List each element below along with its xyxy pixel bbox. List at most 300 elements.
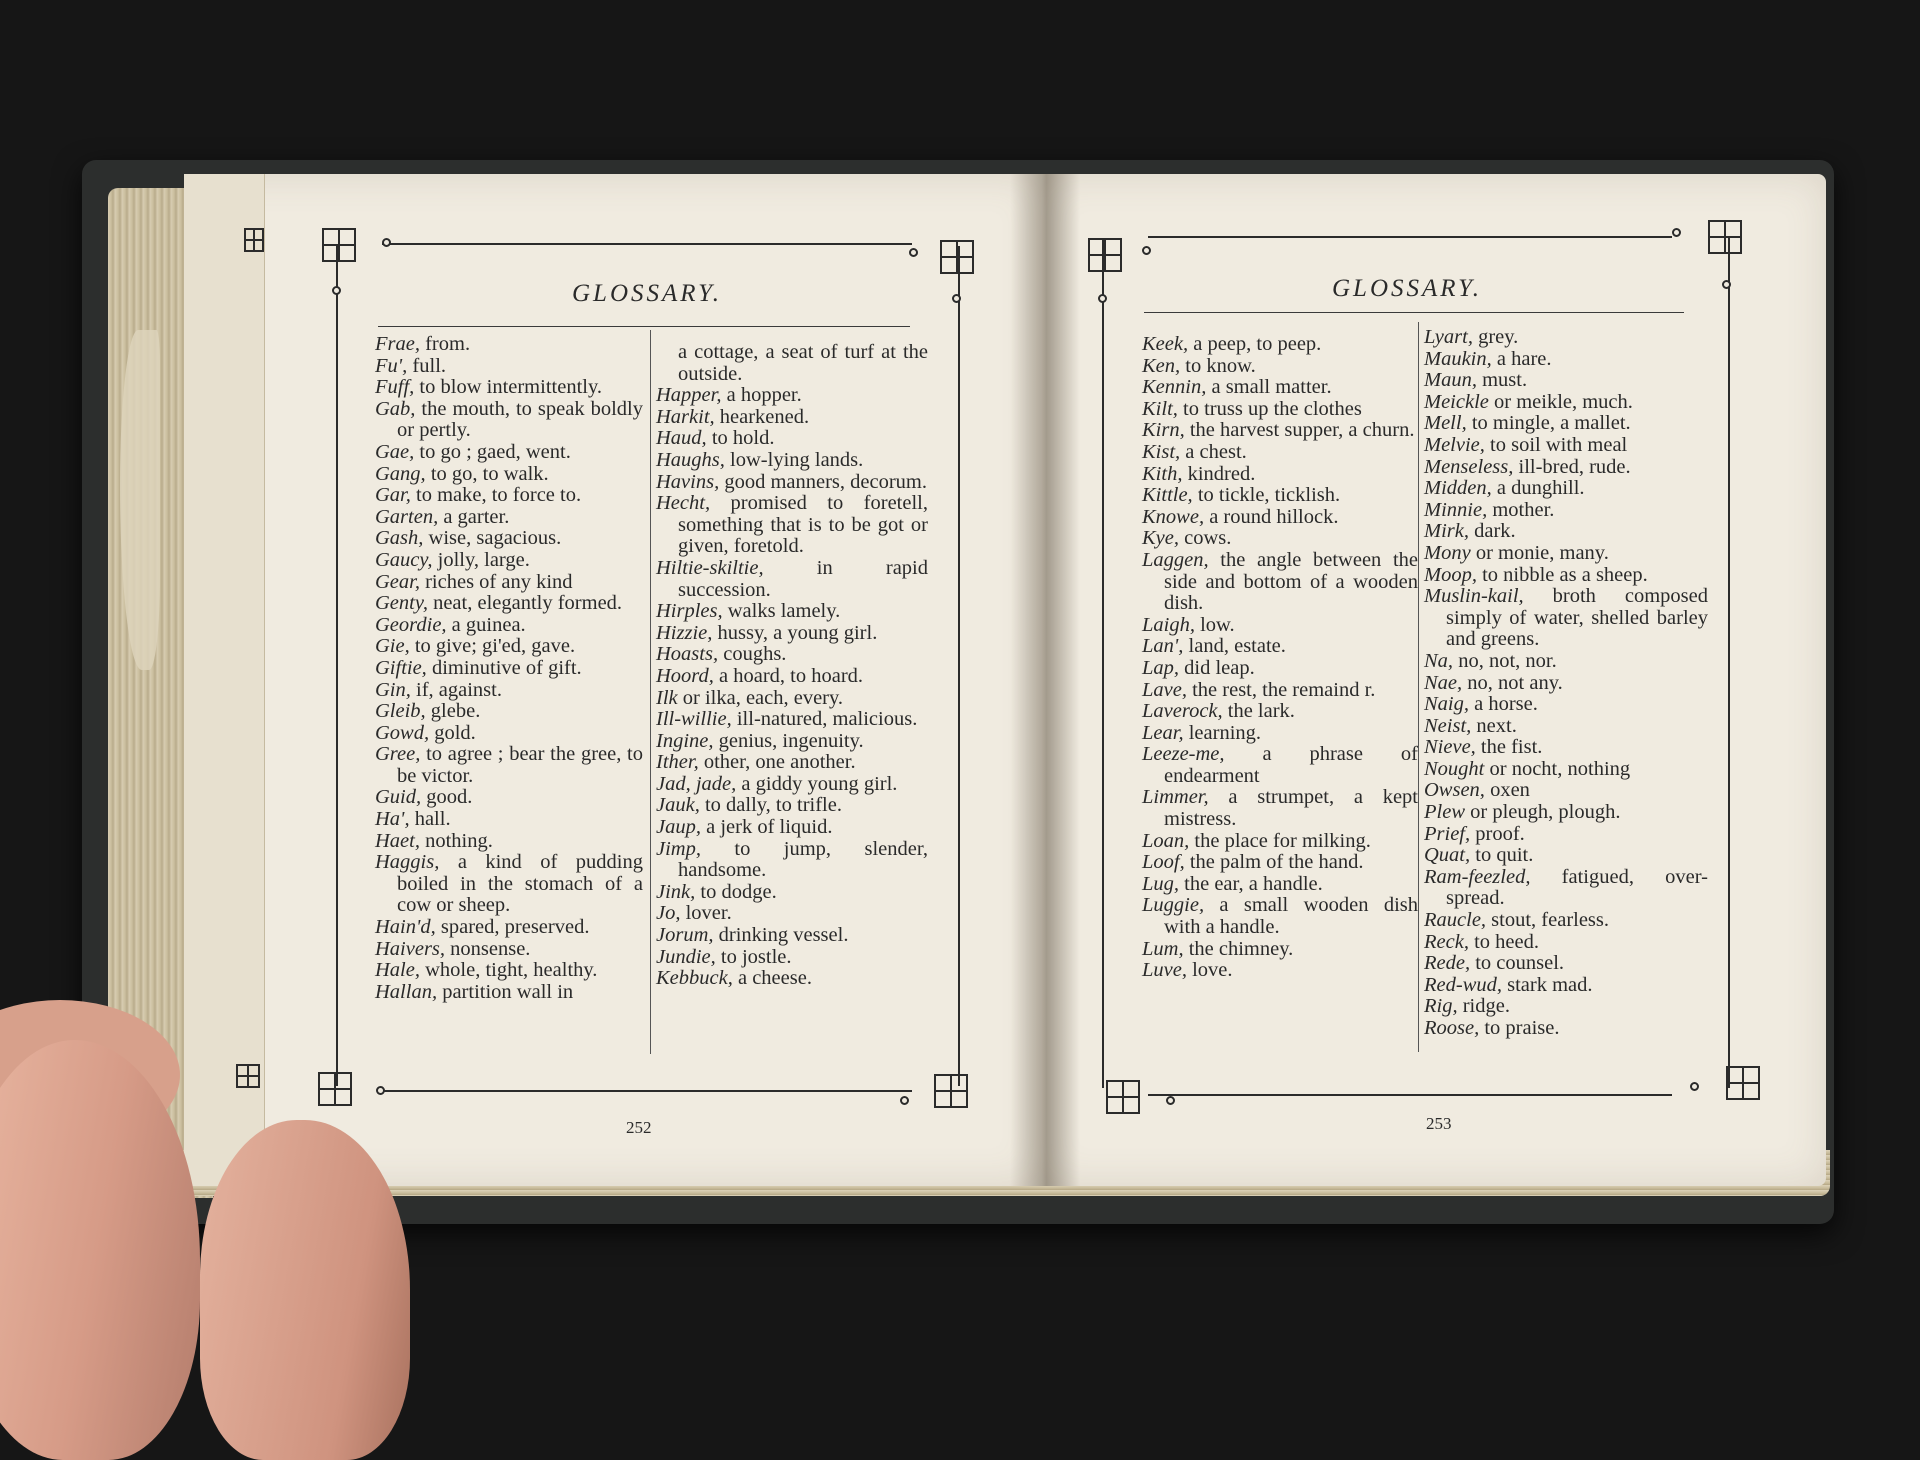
headword: Ither, xyxy=(656,751,699,774)
headword: Na, xyxy=(1424,649,1454,672)
list-item xyxy=(375,485,643,507)
headword: Raucle, xyxy=(1424,909,1487,932)
headword: Havins, xyxy=(656,470,720,493)
ornament-dot-icon xyxy=(332,286,341,295)
headword: Kye, xyxy=(1142,527,1179,550)
headword: Haughs, xyxy=(656,448,725,471)
glossary-column xyxy=(1142,334,1418,982)
definition: or meikle, much. xyxy=(1488,390,1633,413)
definition: from. xyxy=(419,333,471,355)
ornament-dot-icon xyxy=(1672,228,1681,237)
headword: Ha', xyxy=(375,808,410,831)
definition: good manners, decorum. xyxy=(719,470,927,493)
headword: Ken, xyxy=(1142,354,1181,377)
definition: ridge. xyxy=(1457,995,1510,1018)
definition: the harvest supper, a churn. xyxy=(1184,419,1415,442)
ornament-dot-icon xyxy=(382,238,391,247)
headword: Gree, xyxy=(375,743,421,766)
headword: Gaucy, xyxy=(375,548,433,571)
headword: Luve, xyxy=(1142,959,1187,982)
list-item xyxy=(1142,874,1418,896)
headword: Kennin, xyxy=(1142,376,1207,399)
headword: Frae, xyxy=(375,333,420,355)
list-item xyxy=(1424,845,1708,867)
headword: Laggen, xyxy=(1142,548,1209,571)
definition: a guinea. xyxy=(446,613,526,636)
definition: fatigued, over-spread. xyxy=(1446,865,1708,910)
list-item xyxy=(1424,392,1708,414)
list-item xyxy=(375,615,643,637)
headword: Haivers, xyxy=(375,937,446,960)
headword: Nought xyxy=(1424,757,1485,780)
list-item xyxy=(1424,802,1708,824)
definition: a hoard, to hoard. xyxy=(713,664,864,687)
definition: the fist. xyxy=(1475,736,1543,759)
list-item xyxy=(1424,457,1708,479)
list-item xyxy=(1142,550,1418,615)
headword: Jink, xyxy=(656,880,696,903)
definition: to soil with meal xyxy=(1484,433,1628,456)
headword: Fuff, xyxy=(375,376,415,399)
list-item xyxy=(375,831,643,853)
definition: or nocht, nothing xyxy=(1484,757,1631,780)
definition: to heed. xyxy=(1468,930,1539,953)
definition: promised to foretell, something that is to be got or given, foretold. xyxy=(678,492,928,558)
headword: Haet, xyxy=(375,829,420,852)
definition: grey. xyxy=(1472,326,1519,348)
headword: Hoasts, xyxy=(656,643,719,666)
list-item xyxy=(656,493,928,558)
headword: Jad, jade, xyxy=(656,772,737,795)
definition: coughs. xyxy=(718,643,787,666)
list-item xyxy=(656,839,928,882)
list-item xyxy=(1142,658,1418,680)
headword: Kith, xyxy=(1142,462,1183,485)
headword: Jaup, xyxy=(656,816,701,839)
definition: hall. xyxy=(409,808,451,831)
headword: Happer, xyxy=(656,384,722,407)
list-item xyxy=(656,558,928,601)
list-item xyxy=(1142,831,1418,853)
list-item xyxy=(375,636,643,658)
list-item xyxy=(656,968,928,990)
definition: did leap. xyxy=(1179,656,1255,679)
headword: Prief, xyxy=(1424,822,1471,845)
definition: a hopper. xyxy=(721,384,802,407)
headword: Jundie, xyxy=(656,945,716,968)
headword: Gear, xyxy=(375,570,420,593)
thumb xyxy=(200,1120,410,1460)
definition: cows. xyxy=(1179,527,1232,550)
definition: to dally, to trifle. xyxy=(699,794,842,817)
definition: a horse. xyxy=(1469,693,1538,716)
list-item xyxy=(375,399,643,442)
list-item xyxy=(1142,744,1418,787)
headword: Fu', xyxy=(375,354,408,377)
definition: nonsense. xyxy=(445,937,531,960)
headword: Jo, xyxy=(656,902,681,925)
list-item xyxy=(375,572,643,594)
list-item xyxy=(1142,528,1418,550)
headword: Haggis, xyxy=(375,851,440,874)
list-item xyxy=(375,939,643,961)
list-item xyxy=(1424,910,1708,932)
list-item xyxy=(1142,485,1418,507)
definition: the rest, the remaind r. xyxy=(1186,678,1376,701)
definition: neat, elegantly formed. xyxy=(427,592,623,615)
list-item xyxy=(375,701,643,723)
headword: Nieve, xyxy=(1424,736,1476,759)
list-item xyxy=(375,787,643,809)
headword: Keek, xyxy=(1142,333,1189,355)
definition: kindred. xyxy=(1182,462,1256,485)
definition: to jump, slender, handsome. xyxy=(678,837,928,882)
list-item xyxy=(375,960,643,982)
headword: Maukin, xyxy=(1424,347,1492,370)
ornament-dot-icon xyxy=(1142,246,1151,255)
list-item xyxy=(1424,413,1708,435)
list-item xyxy=(1424,327,1708,349)
list-item xyxy=(656,731,928,753)
headword: Mirk, xyxy=(1424,520,1469,543)
headword: Ilk xyxy=(656,686,678,709)
headword: Guid, xyxy=(375,786,422,809)
list-item xyxy=(656,472,928,494)
list-item xyxy=(1424,996,1708,1018)
list-item xyxy=(1142,507,1418,529)
list-item xyxy=(1424,780,1708,802)
list-item xyxy=(1424,759,1708,781)
list-item xyxy=(656,774,928,796)
list-item xyxy=(1424,716,1708,738)
headword: Lug, xyxy=(1142,872,1180,895)
definition: a garter. xyxy=(438,505,510,528)
list-item xyxy=(1142,420,1418,442)
list-item xyxy=(656,752,928,774)
list-item xyxy=(1424,673,1708,695)
corner-ornament-icon xyxy=(318,1072,352,1106)
definition: to truss up the clothes xyxy=(1177,397,1362,420)
definition: land, estate. xyxy=(1183,635,1286,658)
definition: gold. xyxy=(429,721,476,744)
definition: the chimney. xyxy=(1183,937,1294,960)
headword: Minnie, xyxy=(1424,498,1488,521)
headword: Plew xyxy=(1424,801,1465,824)
definition: learning. xyxy=(1183,721,1262,744)
definition: or monie, many. xyxy=(1470,541,1609,564)
headword: Neist, xyxy=(1424,714,1472,737)
definition: stark mad. xyxy=(1502,973,1593,996)
corner-ornament-icon xyxy=(1088,238,1122,272)
definition: a cheese. xyxy=(732,967,812,990)
definition: a round hillock. xyxy=(1204,505,1339,528)
headword: Laverock, xyxy=(1142,700,1223,723)
definition: stout, fearless. xyxy=(1486,909,1610,932)
page-number: 252 xyxy=(626,1118,652,1137)
definition: walks lamely. xyxy=(722,600,841,623)
definition: the palm of the hand. xyxy=(1184,851,1364,874)
headword: Kebbuck, xyxy=(656,967,733,990)
headword: Garten, xyxy=(375,505,439,528)
column-separator xyxy=(1418,322,1419,1052)
list-item xyxy=(1424,565,1708,587)
list-item xyxy=(656,817,928,839)
list-item xyxy=(656,709,928,731)
list-item xyxy=(656,795,928,817)
corner-ornament-icon xyxy=(940,240,974,274)
definition: to hold. xyxy=(706,427,775,450)
headword: Roose, xyxy=(1424,1017,1480,1039)
list-item xyxy=(1142,615,1418,637)
headword: Ingine, xyxy=(656,729,714,752)
ornament-dot-icon xyxy=(909,248,918,257)
headword: Kirn, xyxy=(1142,419,1185,442)
list-item xyxy=(1424,975,1708,997)
list-item xyxy=(1424,478,1708,500)
headword: Lave, xyxy=(1142,678,1187,701)
definition: if, against. xyxy=(410,678,502,701)
ornament-dot-icon xyxy=(1722,280,1731,289)
definition: glebe. xyxy=(425,700,481,723)
list-item: a cottage, a seat of turf at the outside. xyxy=(678,341,928,385)
headword: Gleib, xyxy=(375,700,426,723)
headword: Maun, xyxy=(1424,369,1477,392)
headword: Hizzie, xyxy=(656,621,713,644)
list-item xyxy=(1424,932,1708,954)
left-top-rule xyxy=(382,243,912,245)
glossary-column xyxy=(375,334,643,1003)
definition: a jerk of liquid. xyxy=(700,816,833,839)
list-item xyxy=(1142,960,1418,982)
headword: Meickle xyxy=(1424,390,1489,413)
list-item xyxy=(375,507,643,529)
list-item xyxy=(656,407,928,429)
list-item xyxy=(656,925,928,947)
list-item xyxy=(1142,442,1418,464)
definition: a hare. xyxy=(1491,347,1552,370)
headword: Limmer, xyxy=(1142,786,1209,809)
ornament-dot-icon xyxy=(952,294,961,303)
list-item xyxy=(1142,723,1418,745)
list-item xyxy=(375,658,643,680)
title-underline xyxy=(1144,312,1684,313)
corner-ornament-icon xyxy=(1708,220,1742,254)
headword: Gie, xyxy=(375,635,410,658)
list-item xyxy=(375,464,643,486)
book-gutter xyxy=(1010,174,1080,1186)
definition: lover. xyxy=(680,902,732,925)
definition: genius, ingenuity. xyxy=(713,729,864,752)
headword: Gang, xyxy=(375,462,426,485)
page-title: GLOSSARY. xyxy=(572,280,722,307)
headword: Jimp, xyxy=(656,837,701,860)
list-item xyxy=(375,356,643,378)
list-item xyxy=(1142,399,1418,421)
turned-page-strip xyxy=(184,174,265,1186)
headword: Hoord, xyxy=(656,664,714,687)
headword: Hiltie-skiltie, xyxy=(656,556,764,579)
list-item xyxy=(1424,953,1708,975)
glossary-column xyxy=(656,342,928,990)
headword: Kittle, xyxy=(1142,484,1193,507)
headword: Kist, xyxy=(1142,440,1181,463)
definition: or ilka, each, every. xyxy=(677,686,844,709)
headword: Rig, xyxy=(1424,995,1458,1018)
definition: or pleugh, plough. xyxy=(1465,801,1621,824)
definition: other, one another. xyxy=(698,751,856,774)
headword: Lear, xyxy=(1142,721,1184,744)
list-item xyxy=(1142,939,1418,961)
definition: the ear, a handle. xyxy=(1179,872,1323,895)
corner-ornament-icon xyxy=(236,1064,260,1088)
headword: Jorum, xyxy=(656,924,714,947)
list-item xyxy=(656,947,928,969)
list-item xyxy=(375,680,643,702)
list-item xyxy=(1424,867,1708,910)
right-top-rule xyxy=(1148,236,1672,238)
definition: a peep, to peep. xyxy=(1188,333,1322,355)
headword: Harkit, xyxy=(656,405,715,428)
headword: Melvie, xyxy=(1424,433,1485,456)
list-item xyxy=(1424,1018,1708,1040)
column-separator xyxy=(650,330,651,1054)
headword: Ill-willie, xyxy=(656,708,732,731)
definition: partition wall in xyxy=(437,980,574,1003)
headword: Muslin-kail, xyxy=(1424,585,1524,608)
definition: nothing. xyxy=(419,829,493,852)
definition: love. xyxy=(1186,959,1233,982)
list-item xyxy=(375,528,643,550)
headword: Loof, xyxy=(1142,851,1185,874)
list-item xyxy=(375,550,643,572)
list-item xyxy=(1424,694,1708,716)
list-item xyxy=(375,723,643,745)
definition: to counsel. xyxy=(1470,952,1565,975)
list-item xyxy=(656,450,928,472)
definition: next. xyxy=(1471,714,1517,737)
definition: mother. xyxy=(1487,498,1555,521)
headword: Leeze-me, xyxy=(1142,743,1225,766)
definition: the place for milking. xyxy=(1189,829,1371,852)
list-item xyxy=(1142,852,1418,874)
list-item xyxy=(1142,334,1418,356)
definition: a dunghill. xyxy=(1491,477,1585,500)
headword: Kilt, xyxy=(1142,397,1178,420)
list-item xyxy=(375,744,643,787)
left-bottom-rule xyxy=(382,1090,912,1092)
right-bottom-rule xyxy=(1148,1094,1672,1096)
list-item xyxy=(656,688,928,710)
list-item xyxy=(656,882,928,904)
list-item xyxy=(375,852,643,917)
page-number: 253 xyxy=(1426,1114,1452,1133)
headword: Lum, xyxy=(1142,937,1184,960)
headword: Midden, xyxy=(1424,477,1492,500)
definition: a strumpet, a kept mistress. xyxy=(1164,786,1418,831)
list-item xyxy=(1424,435,1708,457)
list-item xyxy=(375,593,643,615)
definition: to blow intermittently. xyxy=(414,376,602,399)
list-item xyxy=(656,601,928,623)
corner-ornament-icon xyxy=(244,228,264,252)
list-item xyxy=(656,385,928,407)
glossary-column xyxy=(1424,327,1708,1040)
headword: Red-wud, xyxy=(1424,973,1502,996)
headword: Laigh, xyxy=(1142,613,1195,636)
headword: Naig, xyxy=(1424,693,1469,716)
list-item xyxy=(1424,586,1708,651)
definition: in rapid succession. xyxy=(678,556,928,601)
list-item xyxy=(375,334,643,356)
definition: a chest. xyxy=(1180,440,1247,463)
ornament-dot-icon xyxy=(900,1096,909,1105)
definition: jolly, large. xyxy=(432,548,530,571)
list-item xyxy=(1424,521,1708,543)
headword: Gash, xyxy=(375,527,424,550)
corner-ornament-icon xyxy=(322,228,356,262)
definition: whole, tight, healthy. xyxy=(419,959,598,982)
list-item xyxy=(1142,895,1418,938)
headword: Lap, xyxy=(1142,656,1180,679)
title-underline xyxy=(378,326,910,327)
headword: Knowe, xyxy=(1142,505,1205,528)
headword: Hale, xyxy=(375,959,420,982)
definition: full. xyxy=(407,354,447,377)
definition: to give; gi'ed, gave. xyxy=(409,635,576,658)
ornament-dot-icon xyxy=(1166,1096,1175,1105)
corner-ornament-icon xyxy=(1106,1080,1140,1114)
list-item xyxy=(1142,787,1418,830)
headword: Moop, xyxy=(1424,563,1477,586)
list-item xyxy=(375,982,643,1004)
list-item xyxy=(375,377,643,399)
ornament-dot-icon xyxy=(376,1086,385,1095)
ornament-dot-icon xyxy=(1690,1082,1699,1091)
definition: to nibble as a sheep. xyxy=(1476,563,1648,586)
list-item xyxy=(375,917,643,939)
list-item xyxy=(1142,680,1418,702)
corner-ornament-icon xyxy=(1726,1066,1760,1100)
list-item xyxy=(1142,464,1418,486)
headword: Haud, xyxy=(656,427,707,450)
definition: to agree ; bear the gree, to be victor. xyxy=(397,743,643,787)
headword: Gae, xyxy=(375,440,415,463)
list-item xyxy=(1424,651,1708,673)
headword: Gin, xyxy=(375,678,411,701)
definition: wise, sagacious. xyxy=(423,527,562,550)
list-item xyxy=(656,644,928,666)
headword: Luggie, xyxy=(1142,894,1205,917)
list-item xyxy=(1142,377,1418,399)
list-item xyxy=(1142,636,1418,658)
headword: Gowd, xyxy=(375,721,430,744)
headword: Ram-feezled, xyxy=(1424,865,1531,888)
headword: Rede, xyxy=(1424,952,1471,975)
headword: Nae, xyxy=(1424,671,1463,694)
list-item xyxy=(1424,370,1708,392)
definition: riches of any kind xyxy=(419,570,573,593)
definition: a small wooden dish with a handle. xyxy=(1164,894,1418,939)
list-item xyxy=(656,666,928,688)
headword: Giftie, xyxy=(375,656,427,679)
definition: low. xyxy=(1194,613,1235,636)
definition: a phrase of endearment xyxy=(1164,743,1418,787)
headword: Jauk, xyxy=(656,794,700,817)
headword: Hain'd, xyxy=(375,916,436,939)
headword: Mony xyxy=(1424,541,1471,564)
list-item xyxy=(1424,349,1708,371)
list-item xyxy=(1424,737,1708,759)
